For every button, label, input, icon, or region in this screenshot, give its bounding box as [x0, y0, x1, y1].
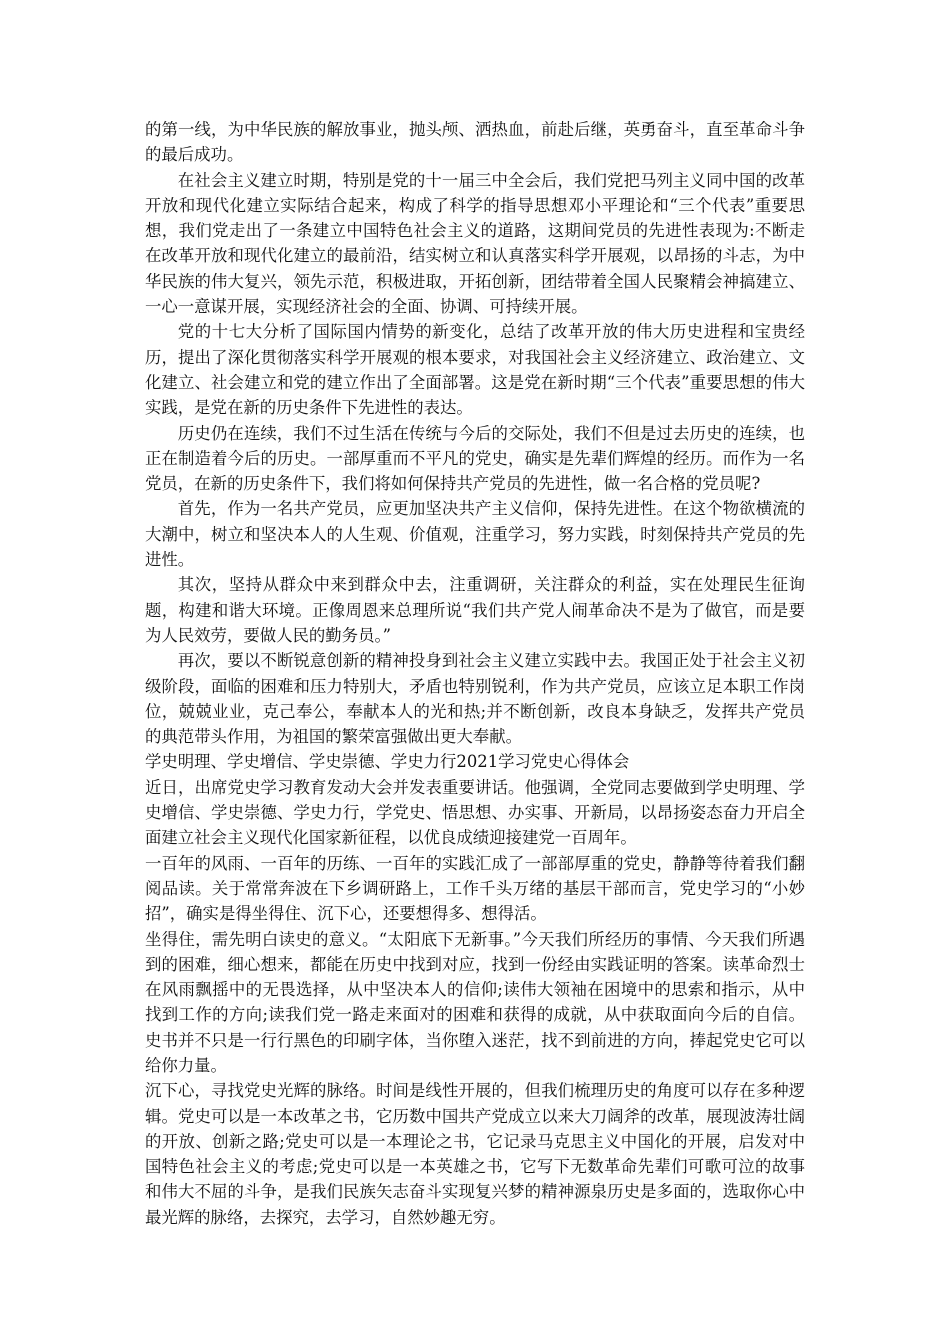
- paragraph-12: 沉下心，寻找党史光辉的脉络。时间是线性开展的，但我们梳理历史的角度可以存在多种逻辑。党史可以是一本改革之书，它历数中国共产党成立以来大刀阔斧的改革，展现波涛壮阔的开放、创新之路;党史可以是一本理论之书，它记录马克思主义中国化的开展，启发对中国特色社会主义的考虑;党史可以是一本英雄之书，它写下无数革命先辈们可歌可泣的故事和伟大不屈的斗争，是我们民族矢志奋斗实现复兴梦的精神源泉历史是多面的，选取你心中最光辉的脉络，去探究，去学习，自然妙趣无穷。: [145, 1081, 805, 1227]
- paragraph-4: 历史仍在连续，我们不过生活在传统与今后的交际处，我们不但是过去历史的连续，也正在制造着今后的历史。一部厚重而不平凡的党史，确实是先辈们辉煌的经历。而作为一名党员，在新的历史条件下，我们将如何保持共产党员的先进性，做一名合格的党员呢?: [145, 423, 805, 494]
- paragraph-2: 在社会主义建立时期，特别是党的十一届三中全会后，我们党把马列主义同中国的改革开放和现代化建立实际结合起来，构成了科学的指导思想邓小平理论和“三个代表”重要思想，我们党走出了一条建立中国特色社会主义的道路，这期间党员的先进性表现为:不断走在改革开放和现代化建立的最前沿，结实树立和认真落实科学开展观，以昂扬的斗志，为中华民族的伟大复兴，领先示范，积极进取，开拓创新，团结带着全国人民聚精会神搞建立、一心一意谋开展，实现经济社会的全面、协调、可持续开展。: [145, 170, 805, 317]
- paragraph-11: 坐得住，需先明白读史的意义。“太阳底下无新事。”今天我们所经历的事情、今天我们所遇到的困难，细心想来，都能在历史中找到对应，找到一份经由实践证明的答案。读革命烈士在风雨飘摇中的无畏选择，从中坚决本人的信仰;读伟大领袖在困境中的思索和指示，从中找到工作的方向;读我们党一路走来面对的困难和获得的成就，从中获取面向今后的自信。史书并不只是一行行黑色的印刷字体，当你堕入迷茫，找不到前进的方向，捧起党史它可以给你力量。: [145, 929, 805, 1075]
- section-heading: 学史明理、学史增信、学史崇德、学史力行2021学习党史心得体会: [145, 752, 630, 772]
- paragraph-9: 近日，出席党史学习教育发动大会并发表重要讲话。他强调，全党同志要做到学史明理、学史增信、学史崇德、学史力行，学党史、悟思想、办实事、开新局，以昂扬姿态奋力开启全面建立社会主义现代化国家新征程，以优良成绩迎接建党一百周年。: [145, 777, 805, 848]
- paragraph-7: 再次，要以不断锐意创新的精神投身到社会主义建立实践中去。我国正处于社会主义初级阶段，面临的困难和压力特别大，矛盾也特别锐利，作为共产党员，应该立足本职工作岗位，兢兢业业，克己奉公，奉献本人的光和热;并不断创新，改良本身缺乏，发挥共产党员的典范带头作用，为祖国的繁荣富强做出更大奉献。: [145, 651, 805, 747]
- document-page: [145, 117, 805, 1230]
- paragraph-3: 党的十七大分析了国际国内情势的新变化，总结了改革开放的伟大历史进程和宝贵经历，提出了深化贯彻落实科学开展观的根本要求，对我国社会主义经济建立、政治建立、文化建立、社会建立和党的建立作出了全面部署。这是党在新时期“三个代表”重要思想的伟大实践，是党在新的历史条件下先进性的表达。: [145, 322, 805, 418]
- paragraph-10: 一百年的风雨、一百年的历练、一百年的实践汇成了一部部厚重的党史，静静等待着我们翻阅品读。关于常常奔波在下乡调研路上，工作千头万绪的基层干部而言，党史学习的“小妙招”，确实是得坐得住、沉下心，还要想得多、想得活。: [145, 853, 805, 924]
- paragraph-5: 首先，作为一名共产党员，应更加坚决共产主义信仰，保持先进性。在这个物欲横流的大潮中，树立和坚决本人的人生观、价值观，注重学习，努力实践，时刻保持共产党员的先进性。: [145, 499, 805, 570]
- paragraph-1: 的第一线，为中华民族的解放事业，抛头颅、洒热血，前赴后继，英勇奋斗，直至革命斗争的最后成功。: [145, 120, 805, 165]
- paragraph-6: 其次，坚持从群众中来到群众中去，注重调研，关注群众的利益，实在处理民生征询题，构建和谐大环境。正像周恩来总理所说“我们共产党人闹革命决不是为了做官，而是要为人民效劳，要做人民的勤务员。”: [145, 575, 805, 645]
